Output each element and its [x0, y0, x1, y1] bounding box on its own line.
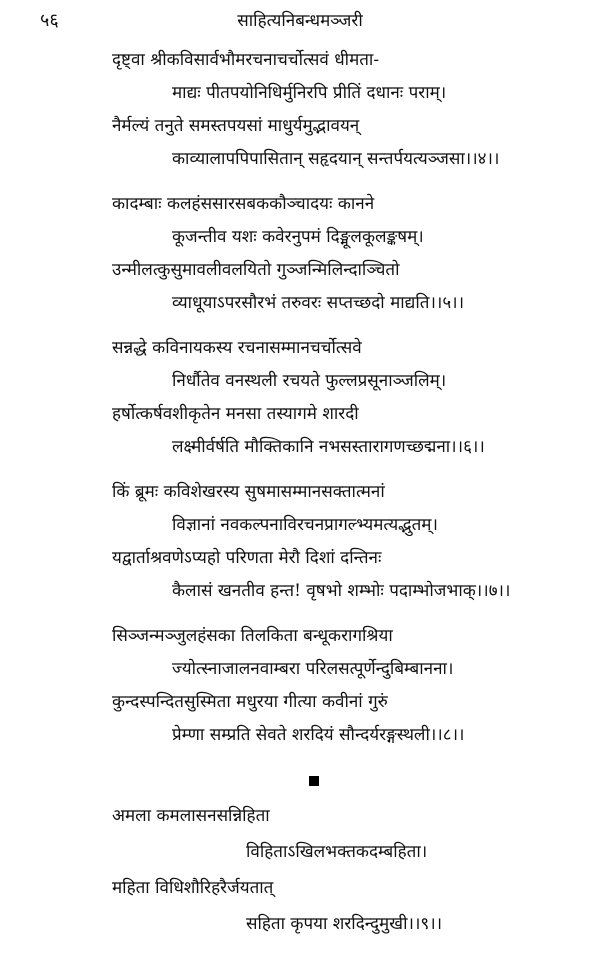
- verse-line: सन्नद्धे कविनायकस्य रचनासम्मानचर्चोत्सवे: [112, 338, 362, 358]
- verse-7: [0, 476, 600, 608]
- page-header: [0, 8, 600, 38]
- verse-line: यद्वार्ताश्रवणेऽप्यहो परिणता मेरौ दिशां दन्तिनः: [112, 548, 382, 568]
- verse-line: कूजन्तीव यशः कवेरनुपमं दिङ्मूलकूलङ्कषम्।: [172, 227, 424, 247]
- verse-line: सहिता कृपया शरदिन्दुमुखी।।९।।: [246, 914, 443, 934]
- verse-9: [0, 798, 600, 942]
- verse-line: हर्षोत्कर्षवशीकृतेन मनसा तस्यागमे शारदी: [112, 404, 359, 424]
- verse-line: कादम्बाः कलहंससारसबककौञ्चादयः कानने: [112, 194, 375, 214]
- verse-line: नैर्मल्यं तनुते समस्तपयसां माधुर्यमुद्भावयन्: [112, 116, 360, 136]
- verse-line: विज्ञानां नवकल्पनाविरचनप्रागल्भ्यमत्यद्भुतम्।: [172, 515, 438, 535]
- verse-line: उन्मीलत्कुसुमावलीवलयितो गुञ्जन्मिलिन्दाञ्चितो: [112, 260, 400, 280]
- verse-line: सिञ्जन्मञ्जुलहंसका तिलकिता बन्धूकरागश्रिया: [112, 626, 393, 646]
- section-separator: [0, 764, 600, 798]
- verse-line: कुन्दस्पन्दितसुस्मिता मधुरया गीत्या कवीनां गुरुं: [112, 692, 388, 712]
- verse-line: ज्योत्स्नाजालनवाम्बरा परिलसत्पूर्णेन्दुबिम्बानना।: [172, 659, 454, 679]
- verse-line: विहिताऽखिलभक्तकदम्बहिता।: [246, 842, 428, 862]
- page-body: [0, 44, 600, 954]
- verse-line: किं ब्रूमः कविशेखरस्य सुषमासम्मानसक्तात्मनां: [112, 482, 385, 502]
- verse-line: निर्धौतेव वनस्थली रचयते फुल्लप्रसूनाञ्जलिम्।: [172, 371, 447, 391]
- verse-line: अमला कमलासनसन्निहिता: [112, 806, 270, 826]
- verse-8: [0, 620, 600, 752]
- verse-line: कैलासं खनतीव हन्त! वृषभो शम्भोः पदाम्भोजभाक्।।७।।: [172, 581, 511, 601]
- verse-line: दृष्ट्वा श्रीकविसार्वभौमरचनाचर्चोत्सवं धीमता-: [112, 50, 380, 70]
- verse-line: माद्यः पीतपयोनिधिर्मुनिरपि प्रीतिं दधानः पराम्।: [172, 83, 447, 103]
- verse-6: [0, 332, 600, 464]
- running-title: साहित्यनिबन्धमञ्जरी: [237, 11, 363, 31]
- page-number: ५६: [40, 10, 59, 31]
- verse-5: [0, 188, 600, 320]
- verse-line: काव्यालापपिपासितान् सहृदयान् सन्तर्पयत्यञ्जसा।।४।।: [172, 149, 500, 169]
- verse-line: लक्ष्मीर्वर्षति मौक्तिकानि नभसस्तारागणच्छद्मना।।६।।: [172, 437, 485, 457]
- verse-line: प्रेम्णा सम्प्रति सेवते शरदियं सौन्दर्यरङ्गस्थली।।८।।: [172, 725, 465, 745]
- verse-line: व्याधूयाऽपरसौरभं तरुवरः सप्तच्छदो माद्यति।।५।।: [172, 293, 465, 313]
- verse-4: [0, 44, 600, 176]
- square-bullet-icon: [309, 776, 319, 786]
- verse-line: महिता विधिशौरिहरैर्जयतात्: [112, 878, 274, 898]
